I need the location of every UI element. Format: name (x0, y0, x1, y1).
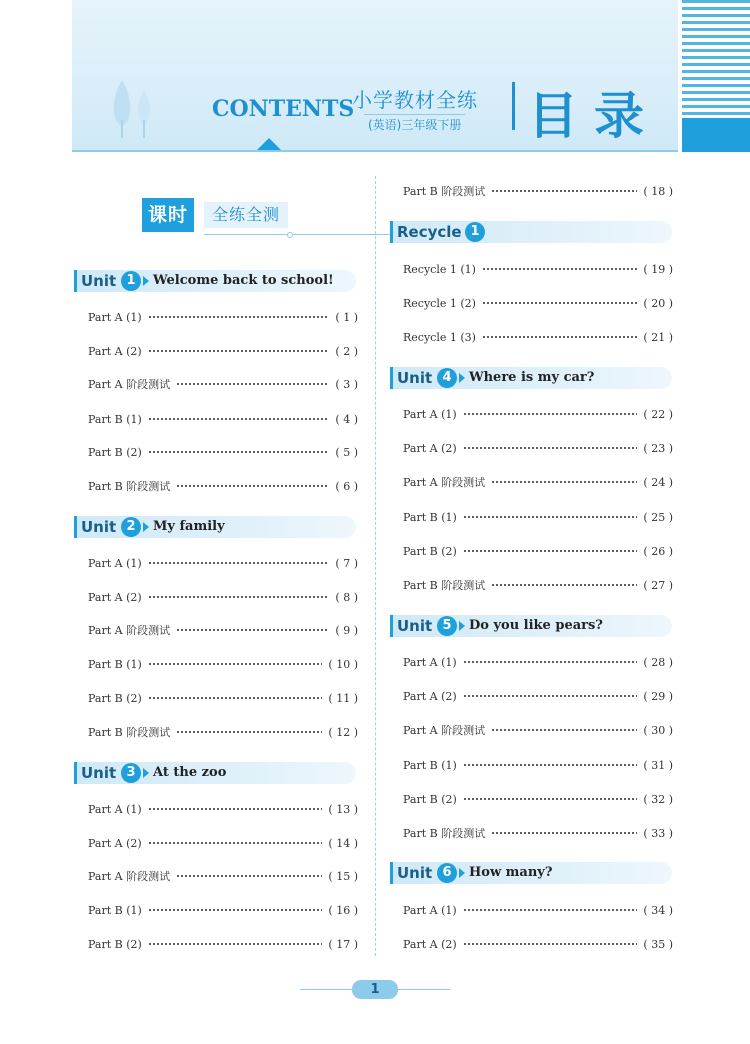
dot-leader (491, 584, 637, 586)
toc-entry-label: Part B 阶段测试 (403, 579, 486, 592)
toc-entry-label: Part A (1) (88, 310, 142, 324)
dot-leader (463, 516, 638, 518)
toc-entry-page: ( 18 ) (643, 184, 673, 198)
unit-number-badge: 5 (437, 616, 457, 636)
toc-entry-label: Part A 阶段测试 (403, 476, 486, 489)
toc-entry-label: Part B 阶段测试 (88, 480, 171, 493)
unit-word: Unit (81, 764, 117, 782)
toc-entry-page: ( 35 ) (643, 937, 673, 951)
dot-leader (148, 350, 330, 352)
dot-leader (491, 481, 637, 483)
unit-header-accent (390, 367, 393, 389)
toc-entry[interactable] (88, 902, 358, 918)
unit-word: Unit (81, 518, 117, 536)
toc-entry-page: ( 25 ) (643, 510, 673, 524)
toc-entry-page: ( 2 ) (335, 344, 358, 358)
dot-leader (463, 943, 638, 945)
toc-entry[interactable] (403, 825, 673, 841)
dot-leader (482, 268, 637, 270)
toc-entry[interactable] (403, 509, 673, 525)
toc-entry-page: ( 8 ) (335, 590, 358, 604)
toc-entry-page: ( 22 ) (643, 407, 673, 421)
unit-arrow-icon (143, 768, 149, 778)
toc-entry-label: Part A 阶段测试 (403, 724, 486, 737)
dot-leader (148, 697, 323, 699)
toc-entry-label: Part A 阶段测试 (88, 870, 171, 883)
unit-title: My family (153, 519, 225, 534)
toc-entry-label: Recycle 1 (1) (403, 262, 476, 276)
column-divider (375, 176, 376, 956)
dot-leader (463, 413, 638, 415)
toc-entry[interactable] (403, 902, 673, 918)
dot-leader (176, 383, 329, 385)
contents-label: CONTENTS (212, 96, 355, 122)
toc-entry-label: Part A (1) (403, 655, 457, 669)
toc-entry-label: Part A (2) (88, 344, 142, 358)
dot-leader (148, 943, 323, 945)
dot-leader (463, 661, 638, 663)
toc-entry-page: ( 17 ) (328, 937, 358, 951)
dot-leader (463, 447, 638, 449)
toc-entry-label: Part A (2) (403, 937, 457, 951)
unit-header-accent (390, 862, 393, 884)
toc-entry-label: Part B (2) (88, 691, 142, 705)
toc-entry-page: ( 4 ) (335, 412, 358, 426)
toc-entry-page: ( 32 ) (643, 792, 673, 806)
decorative-stripes (682, 0, 750, 118)
toc-entry-label: Recycle 1 (3) (403, 330, 476, 344)
unit-header-accent (74, 270, 77, 292)
dot-leader (148, 842, 323, 844)
dot-leader (463, 550, 638, 552)
unit-number-badge: 1 (465, 222, 485, 242)
dot-leader (148, 909, 323, 911)
unit-number-badge: 4 (437, 368, 457, 388)
toc-entry-label: Part B (1) (88, 903, 142, 917)
unit-word: Unit (397, 864, 433, 882)
unit-header-accent (74, 762, 77, 784)
unit-header (74, 516, 356, 538)
toc-entry-page: ( 27 ) (643, 578, 673, 592)
toc-entry[interactable] (403, 261, 673, 277)
toc-entry-label: Part B (2) (88, 445, 142, 459)
toc-entry-label: Part B (2) (403, 792, 457, 806)
unit-number-badge: 6 (437, 863, 457, 883)
toc-entry[interactable] (403, 440, 673, 456)
toc-entry[interactable] (88, 411, 358, 427)
toc-entry-label: Part B (1) (403, 510, 457, 524)
header-triangle-marker (257, 138, 281, 150)
toc-entry-page: ( 30 ) (643, 723, 673, 737)
page-number: 1 (352, 980, 398, 999)
toc-entry-page: ( 16 ) (328, 903, 358, 917)
dot-leader (463, 764, 638, 766)
toc-entry-label: Part A (1) (403, 903, 457, 917)
toc-entry[interactable] (403, 936, 673, 952)
toc-entry[interactable] (403, 295, 673, 311)
unit-word: Unit (397, 617, 433, 635)
toc-entry-page: ( 31 ) (643, 758, 673, 772)
dot-leader (148, 808, 323, 810)
toc-entry[interactable] (88, 801, 358, 817)
toc-entry-label: Part A (2) (403, 441, 457, 455)
toc-entry-label: Part A 阶段测试 (88, 624, 171, 637)
toc-entry[interactable] (403, 183, 673, 199)
toc-entry-label: Part B (2) (88, 937, 142, 951)
unit-title: At the zoo (153, 765, 227, 780)
badge-dot (287, 232, 293, 238)
toc-entry[interactable] (88, 309, 358, 325)
dot-leader (482, 336, 637, 338)
toc-entry-label: Part A (2) (88, 590, 142, 604)
dot-leader (148, 562, 330, 564)
unit-header (74, 762, 356, 784)
toc-entry-label: Part B (1) (88, 657, 142, 671)
toc-entry[interactable] (88, 343, 358, 359)
toc-entry-label: Part A (1) (403, 407, 457, 421)
dot-leader (176, 875, 322, 877)
toc-entry-label: Recycle 1 (2) (403, 296, 476, 310)
unit-header (390, 615, 672, 637)
toc-entry[interactable] (88, 936, 358, 952)
toc-entry-page: ( 28 ) (643, 655, 673, 669)
unit-word: Unit (397, 369, 433, 387)
dot-leader (491, 832, 637, 834)
toc-entry-label: Part A (2) (403, 689, 457, 703)
toc-entry-page: ( 21 ) (643, 330, 673, 344)
dot-leader (148, 316, 330, 318)
toc-entry-page: ( 20 ) (643, 296, 673, 310)
unit-number-badge: 2 (121, 517, 141, 537)
unit-header (390, 862, 672, 884)
toc-entry[interactable] (403, 577, 673, 593)
dot-leader (176, 485, 329, 487)
toc-entry-label: Part B (1) (88, 412, 142, 426)
unit-title: Do you like pears? (469, 618, 603, 633)
toc-entry-page: ( 29 ) (643, 689, 673, 703)
toc-entry[interactable] (403, 757, 673, 773)
dot-leader (463, 798, 638, 800)
toc-entry-label: Part B (2) (403, 544, 457, 558)
toc-entry[interactable] (403, 654, 673, 670)
unit-arrow-icon (143, 522, 149, 532)
toc-entry[interactable] (403, 722, 673, 738)
toc-entry-label: Part A (2) (88, 836, 142, 850)
toc-entry[interactable] (88, 835, 358, 851)
unit-number-badge: 3 (121, 763, 141, 783)
footer-line-left (300, 989, 352, 990)
toc-entry-page: ( 23 ) (643, 441, 673, 455)
toc-entry[interactable] (88, 868, 358, 884)
footer-line-right (398, 989, 450, 990)
badge-subtitle: 全练全测 (204, 202, 288, 228)
toc-entry[interactable] (88, 656, 358, 672)
unit-title: Welcome back to school! (153, 273, 334, 288)
toc-entry[interactable] (88, 690, 358, 706)
unit-header-accent (74, 516, 77, 538)
toc-entry[interactable] (88, 724, 358, 740)
unit-word: Recycle (397, 223, 462, 241)
toc-entry[interactable] (403, 406, 673, 422)
dot-leader (491, 729, 637, 731)
toc-entry-label: Part B 阶段测试 (403, 185, 486, 198)
unit-title: How many? (469, 865, 553, 880)
unit-header-accent (390, 221, 393, 243)
toc-entry-page: ( 19 ) (643, 262, 673, 276)
toc-entry[interactable] (88, 444, 358, 460)
trees-illustration (100, 70, 170, 140)
toc-entry-label: Part B 阶段测试 (88, 726, 171, 739)
unit-header-accent (390, 615, 393, 637)
toc-entry-page: ( 3 ) (335, 377, 358, 391)
toc-entry[interactable] (88, 589, 358, 605)
unit-arrow-icon (459, 868, 465, 878)
toc-entry-label: Part A 阶段测试 (88, 378, 171, 391)
title-divider (512, 82, 515, 130)
toc-entry-page: ( 5 ) (335, 445, 358, 459)
toc-entry-page: ( 14 ) (328, 836, 358, 850)
unit-header (390, 367, 672, 389)
toc-entry-page: ( 6 ) (335, 479, 358, 493)
toc-entry[interactable] (403, 688, 673, 704)
dot-leader (148, 596, 330, 598)
dot-leader (176, 629, 329, 631)
toc-entry-page: ( 34 ) (643, 903, 673, 917)
decorative-block (682, 118, 750, 152)
unit-word: Unit (81, 272, 117, 290)
toc-entry-page: ( 12 ) (328, 725, 358, 739)
unit-title: Where is my car? (469, 370, 595, 385)
dot-leader (463, 695, 638, 697)
toc-entry-page: ( 15 ) (328, 869, 358, 883)
toc-entry-label: Part B (1) (403, 758, 457, 772)
toc-entry-page: ( 24 ) (643, 475, 673, 489)
toc-entry-page: ( 9 ) (335, 623, 358, 637)
toc-entry[interactable] (403, 474, 673, 490)
dot-leader (148, 451, 330, 453)
toc-entry[interactable] (403, 791, 673, 807)
toc-entry[interactable] (88, 622, 358, 638)
unit-arrow-icon (459, 621, 465, 631)
book-title: 小学教材全练 (352, 88, 478, 112)
unit-header (74, 270, 356, 292)
header-divider-line (72, 150, 678, 152)
unit-arrow-icon (459, 373, 465, 383)
toc-entry-label: Part B 阶段测试 (403, 827, 486, 840)
dot-leader (463, 909, 638, 911)
toc-entry-page: ( 13 ) (328, 802, 358, 816)
unit-arrow-icon (143, 276, 149, 286)
dot-leader (148, 418, 330, 420)
badge-title: 课时 (142, 198, 194, 232)
toc-entry-page: ( 33 ) (643, 826, 673, 840)
toc-entry-page: ( 11 ) (328, 691, 358, 705)
book-subtitle: (英语)三年级下册 (364, 114, 465, 134)
dot-leader (148, 663, 323, 665)
unit-header (390, 221, 672, 243)
toc-entry[interactable] (88, 478, 358, 494)
toc-entry-page: ( 10 ) (328, 657, 358, 671)
section-badge (142, 198, 294, 234)
toc-entry-page: ( 7 ) (335, 556, 358, 570)
toc-entry-page: ( 1 ) (335, 310, 358, 324)
toc-entry[interactable] (403, 329, 673, 345)
unit-number-badge: 1 (121, 271, 141, 291)
toc-entry[interactable] (88, 555, 358, 571)
dot-leader (491, 190, 637, 192)
toc-entry[interactable] (88, 376, 358, 392)
dot-leader (482, 302, 637, 304)
dot-leader (176, 731, 322, 733)
toc-entry-page: ( 26 ) (643, 544, 673, 558)
toc-entry-label: Part A (1) (88, 802, 142, 816)
page-title: 目录 (528, 87, 660, 145)
toc-entry[interactable] (403, 543, 673, 559)
toc-entry-label: Part A (1) (88, 556, 142, 570)
